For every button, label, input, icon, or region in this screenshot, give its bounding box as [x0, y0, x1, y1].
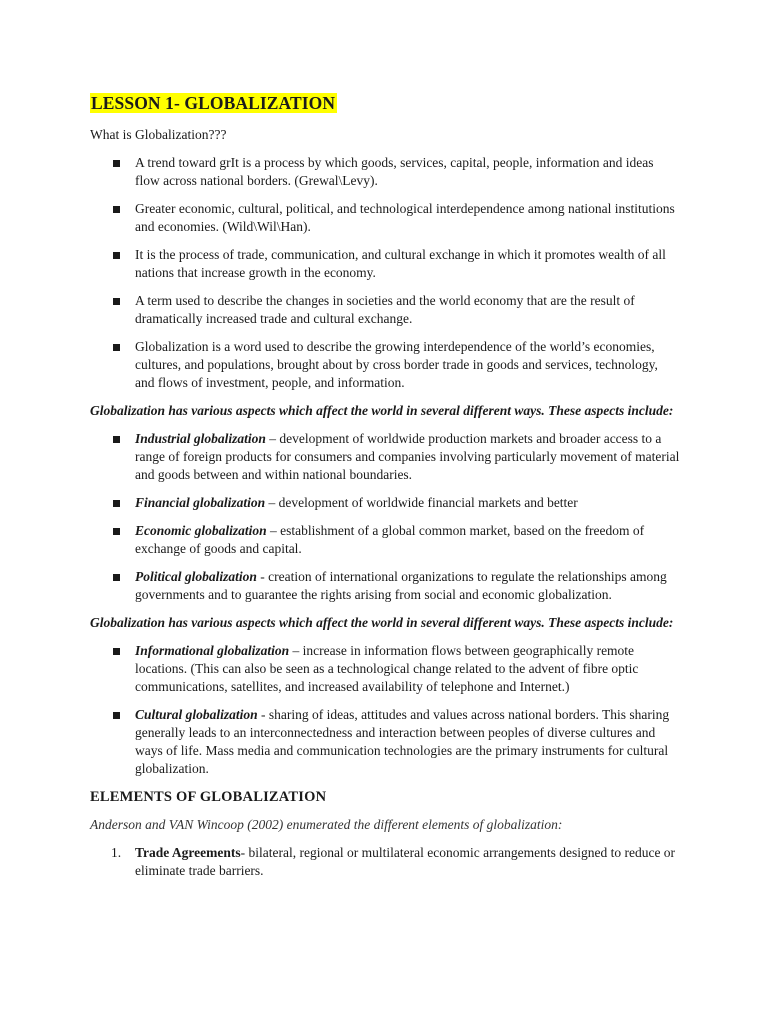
aspect-item	[90, 706, 680, 778]
definition-text: A trend toward grIt is a process by which goods, services, capital, people, information and ideas flow across national borders. (Grewal\Levy).	[135, 155, 654, 188]
aspect-term: Industrial globalization	[135, 431, 266, 446]
aspect-term: Informational globalization	[135, 643, 290, 658]
aspect-term: Economic globalization	[135, 523, 267, 538]
aspects-list	[90, 430, 680, 604]
aspect-text: development of worldwide financial markets and better	[278, 495, 578, 510]
lesson-title: LESSON 1- GLOBALIZATION	[91, 93, 336, 113]
definitions-list	[90, 154, 680, 392]
aspect-item	[90, 568, 680, 604]
square-bullet-icon	[113, 436, 120, 443]
aspect-term: Financial globalization	[135, 495, 266, 510]
element-item	[90, 844, 680, 880]
aspect-term: Political globalization	[135, 569, 257, 584]
aspect-item	[90, 494, 680, 512]
aspect-separator: -	[256, 569, 269, 584]
intro-question: What is Globalization???	[90, 127, 227, 142]
square-bullet-icon	[113, 528, 120, 535]
aspect-text: creation of international organizations to regulate the relationships among governments and to guarantee the rights arising from social and economic globalization.	[135, 569, 667, 602]
aspect-text: development of worldwide production markets and broader access to a range of foreign products for consumers and companies involving particularly movement of material and goods between and within national boundaries.	[135, 431, 680, 482]
aspect-item	[90, 642, 680, 696]
aspect-separator: –	[265, 431, 280, 446]
element-term: Trade Agreements	[135, 845, 241, 860]
aspect-separator: –	[265, 495, 279, 510]
aspect-item	[90, 430, 680, 484]
definition-item	[90, 200, 680, 236]
aspect-text: increase in information flows between geographically remote locations. (This can also be seen as a technological change related to the advent of fibre optic communications, satellites, and increased availability of telephone and Internet.)	[135, 643, 639, 694]
definition-text: Greater economic, cultural, political, and technological interdependence among national institutions and economies. (Wild\Wil\Han).	[135, 201, 675, 234]
definition-item	[90, 292, 680, 328]
aspect-separator: –	[289, 643, 303, 658]
definition-item	[90, 246, 680, 282]
element-text: - bilateral, regional or multilateral economic arrangements designed to reduce or eliminate trade barriers.	[135, 845, 676, 878]
aspect-separator: -	[257, 707, 269, 722]
document-content	[90, 93, 680, 880]
aspect-term: Cultural globalization	[135, 707, 258, 722]
square-bullet-icon	[113, 206, 120, 213]
square-bullet-icon	[113, 500, 120, 507]
aspect-text: sharing of ideas, attitudes and values across national borders. This sharing generally leads to an interconnectedness and interaction between peoples of diverse cultures and ways of life. Mass media and communication technologies are the primary instruments for cultural globalization.	[135, 707, 670, 776]
aspects-heading: Globalization has various aspects which affect the world in several different ways. These aspects include:	[90, 403, 674, 418]
aspects-list	[90, 642, 680, 778]
definition-text: Globalization is a word used to describe the growing interdependence of the world’s economies, cultures, and populations, brought about by cross border trade in goods and services, technology, and flows of investment, people, and information.	[135, 339, 658, 390]
square-bullet-icon	[113, 252, 120, 259]
square-bullet-icon	[113, 648, 120, 655]
elements-citation: Anderson and VAN Wincoop (2002) enumerated the different elements of globalization:	[90, 817, 563, 832]
aspect-text: establishment of a global common market, based on the freedom of exchange of goods and capital.	[135, 523, 645, 556]
square-bullet-icon	[113, 712, 120, 719]
definition-text: A term used to describe the changes in societies and the world economy that are the result of dramatically increased trade and cultural exchange.	[135, 293, 635, 326]
aspects-heading: Globalization has various aspects which affect the world in several different ways. These aspects include:	[90, 615, 674, 630]
element-number: 1.	[111, 845, 122, 860]
definition-item	[90, 154, 680, 190]
square-bullet-icon	[113, 574, 120, 581]
aspect-separator: –	[266, 523, 281, 538]
elements-heading: ELEMENTS OF GLOBALIZATION	[90, 789, 327, 805]
definition-text: It is the process of trade, communication, and cultural exchange in which it promotes wealth of all nations that increase growth in the economy.	[135, 247, 666, 280]
square-bullet-icon	[113, 160, 120, 167]
square-bullet-icon	[113, 344, 120, 351]
square-bullet-icon	[113, 298, 120, 305]
elements-list	[90, 844, 680, 880]
definition-item	[90, 338, 680, 392]
aspect-item	[90, 522, 680, 558]
